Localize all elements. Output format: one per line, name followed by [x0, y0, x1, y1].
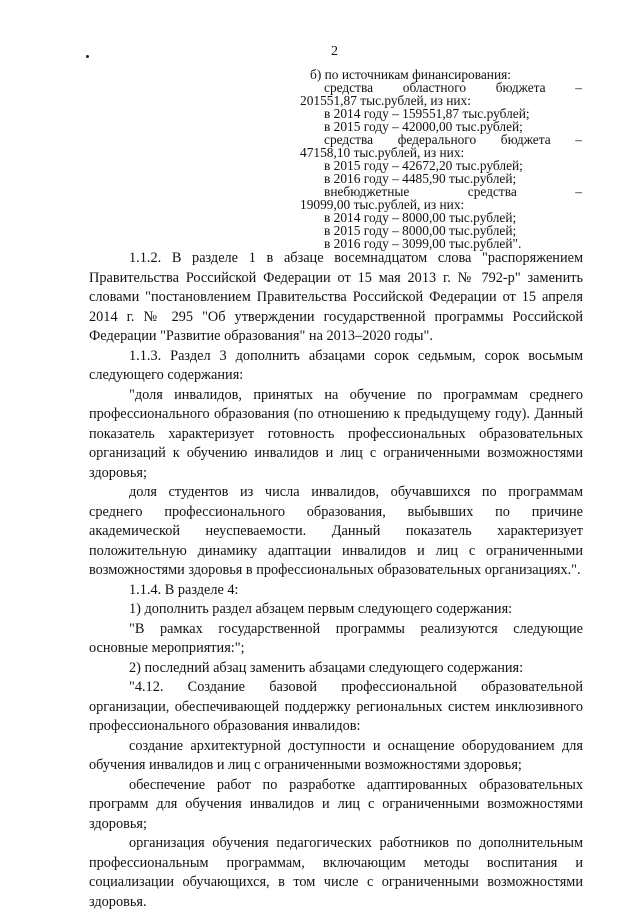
paragraph: организация обучения педагогических работников по дополнительным профессиональным программам, включающим методы воспитания и социализации обучающихся, в том числе с ограниченными возможностями здоровья. [89, 835, 583, 910]
extrabudget-year: в 2016 году – 3099,00 тыс.рублей". [324, 236, 522, 251]
document-body [89, 249, 583, 912]
regional-word: областного [402, 80, 467, 95]
extrabudget-year: в 2014 году – 8000,00 тыс.рублей; [324, 210, 517, 225]
extrabudget-year: в 2015 году – 8000,00 тыс.рублей; [324, 223, 517, 238]
paragraph: 1.1.3. Раздел 3 дополнить абзацами сорок седьмым, сорок восьмым следующего содержания: [89, 347, 583, 383]
paragraph: "В рамках государственной программы реализуются следующие основные мероприятия:"; [89, 620, 583, 656]
regional-year: в 2014 году – 159551,87 тыс.рублей; [324, 106, 530, 121]
regional-word: бюджета [495, 80, 546, 95]
paragraph: создание архитектурной доступности и оснащение оборудованием для обучения инвалидов и лиц с ограниченными возможностями здоровья; [89, 737, 583, 773]
extrabudget-word: внебюджетные [324, 184, 410, 199]
federal-word: средства [324, 132, 374, 147]
federal-year: в 2016 году – 4485,90 тыс.рублей; [324, 171, 517, 186]
regional-word: средства [324, 80, 374, 95]
federal-word: бюджета [500, 132, 551, 147]
extrabudget-word: средства [467, 184, 517, 199]
financing-block [300, 67, 582, 251]
federal-year: в 2015 году – 42672,20 тыс.рублей; [324, 158, 523, 173]
paragraph: 1.1.2. В разделе 1 в абзаце восемнадцатом слова "распоряжением Правительства Российской Федерации от 15 мая 2013 г. № 792-р" заменить словами "постановлением Правительства Российской Федерации от 15 апреля 2014 г. № 295 "Об утверждении государственной программы Российской Федерации "Развитие образования" на 2013–2020 годы". [89, 250, 583, 344]
regional-year: в 2015 году – 42000,00 тыс.рублей; [324, 119, 523, 134]
regional-total: 201551,87 тыс.рублей, из них: [300, 93, 471, 108]
extrabudget-total: 19099,00 тыс.рублей, из них: [300, 197, 465, 212]
paragraph: 1) дополнить раздел абзацем первым следующего содержания: [129, 601, 513, 617]
paragraph: доля студентов из числа инвалидов, обучавшихся по программам среднего профессионального образования, выбывших по причине академической неуспеваемости. Данный показатель характеризует положительную динамику адаптации инвалидов и лиц с ограниченными возможностями здоровья в профессиональных образовательных организациях.". [89, 484, 583, 578]
federal-word: – [575, 132, 582, 147]
paragraph: обеспечение работ по разработке адаптированных образовательных программ для обучения инвалидов и лиц с ограниченными возможностями здоровья; [89, 776, 583, 832]
extrabudget-word: – [575, 184, 582, 199]
page-number: 2 [331, 44, 338, 59]
federal-total: 47158,10 тыс.рублей, из них: [300, 145, 465, 160]
paragraph: 2) последний абзац заменить абзацами следующего содержания: [129, 659, 524, 676]
paragraph: 1.1.4. В разделе 4: [129, 581, 239, 598]
paragraph: "4.12. Создание базовой профессиональной образовательной организации, обеспечивающей поддержку региональных систем инклюзивного профессионального образования инвалидов: [89, 679, 583, 734]
paragraph: "доля инвалидов, принятых на обучение по программам среднего профессионального образования (по отношению к предыдущему году). Данный показатель характеризует готовность профессиональных образовательных организаций к обучению инвалидов и лиц с ограниченными возможностями здоровья; [89, 386, 583, 481]
regional-word: – [575, 80, 582, 95]
federal-word: федерального [397, 132, 477, 147]
scan-speck [86, 55, 89, 58]
financing-heading: б) по источникам финансирования: [310, 67, 512, 82]
